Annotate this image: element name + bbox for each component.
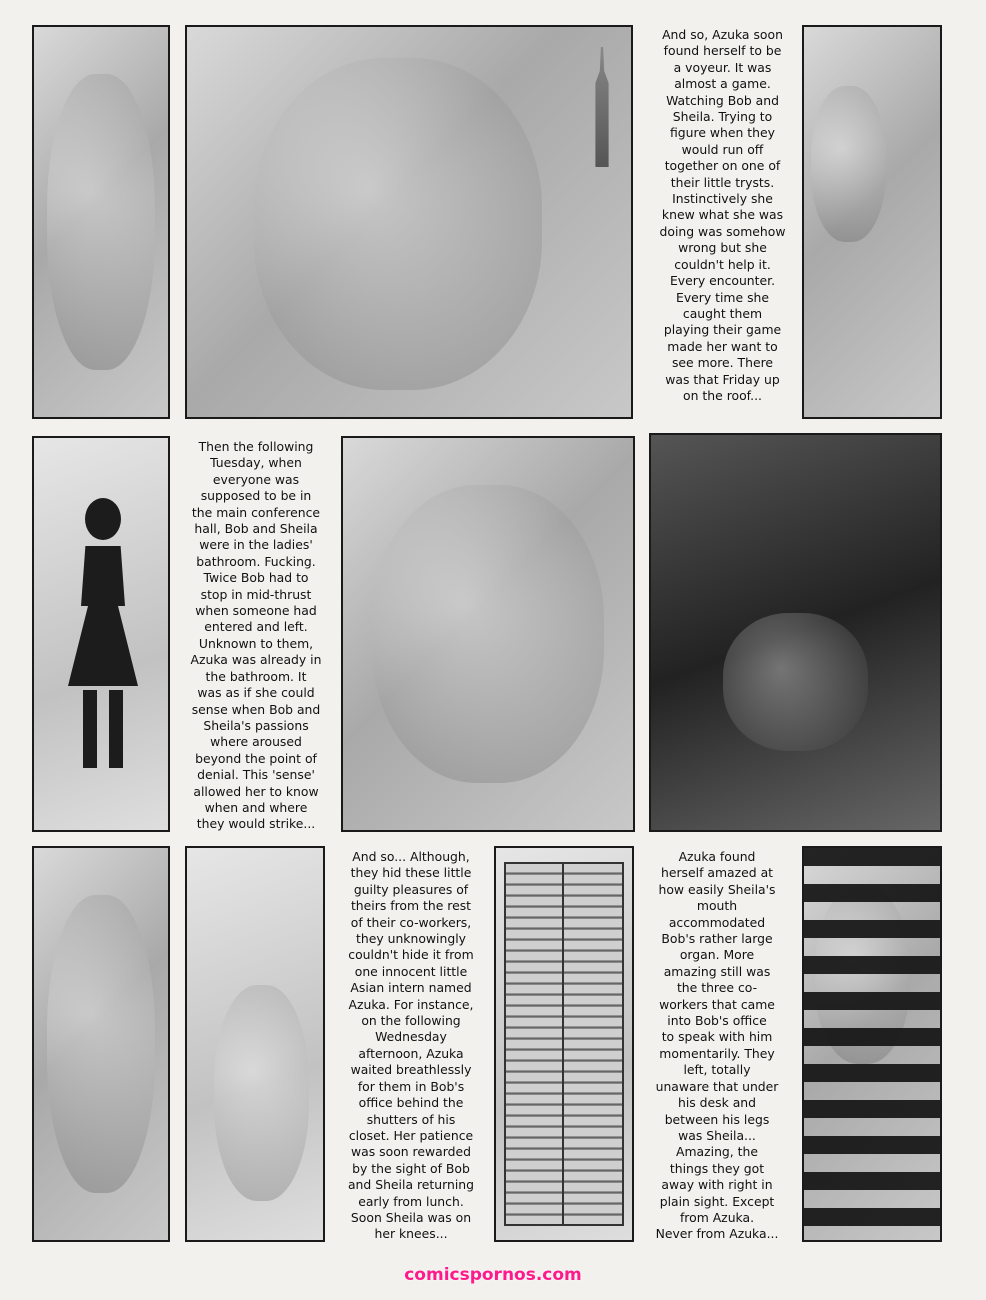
panel-azuka-under-stall (649, 433, 942, 832)
restroom-sign-dress-icon (68, 546, 138, 686)
panel-sheila-kneeling (185, 846, 325, 1242)
shutter-right (562, 862, 624, 1226)
lips-shading (47, 74, 154, 370)
restroom-sign-leg-left-icon (83, 690, 97, 768)
face-shading (811, 86, 886, 242)
restroom-sign-head-icon (85, 498, 121, 540)
caption-closet: And so... Although, they hid these little guilty pleasures of theirs from the rest of their co-workers, they unknowingly couldn't hide it from one innocent little Asian intern named Azuka. For instance, on the following Wednesday afternoon, Azuka waited breathlessly for them in Bob's office behind the shutters of his closet. Her patience was soon rewarded by the sight of Bob and Sheila returning early from lunch. Soon Sheila was on her knees... (347, 849, 475, 1242)
panel-restroom-sign (32, 436, 170, 832)
figures-shading (254, 58, 543, 390)
closeup-shading (47, 895, 154, 1193)
panel-azuka-behind-shutters (802, 846, 942, 1242)
caption-under-desk: Azuka found herself amazed at how easily Sheila's mouth accommodated Bob's rather large organ. More amazing still was the three co- workers that came into Bob's office to speak with him momentarily. They left, totally unaware that under his desk and between his legs was Sheila... Amazing, the things they got away with right in plain sight. Except from Azuka. Never from Azuka... (655, 849, 779, 1242)
panel-closet-shutters (494, 846, 634, 1242)
panel-azuka-peeking-door (802, 25, 942, 419)
skyscraper-silhouette (591, 47, 613, 167)
panel-office-couple-window (185, 25, 633, 419)
caption-bathroom: Then the following Tuesday, when everyone was supposed to be in the main conference hall, Bob and Sheila were in the ladies' bathroom. Fucking. Twice Bob had to stop in mid-thrust when someone had entered and left. Unknown to them, Azuka was already in the bathroom. It was as if she could sense when Bob and Sheila's passions where aroused beyond the point of denial. This 'sense' allowed her to know when and where they would strike... (190, 439, 322, 832)
caption-voyeur: And so, Azuka soon found herself to be a voyeur. It was almost a game. Watching Bob and Sheila. Trying to figure when they would run off together on one of their little trysts. Instinctively she knew what she was doing was somehow wrong but she couldn't help it. Every encounter. Every time she caught them playing their game made her want to see more. There was that Friday up on the roof... (659, 27, 786, 403)
face-shading (723, 613, 868, 751)
shutter-slat-overlay (804, 848, 940, 1240)
panel-glasses-closeup (32, 846, 170, 1242)
panel-bathroom-closeup (341, 436, 635, 832)
closeup-shading (372, 485, 604, 783)
panel-lips-closeup (32, 25, 170, 419)
restroom-sign-leg-right-icon (109, 690, 123, 768)
site-watermark-link[interactable]: comicspornos.com (404, 1265, 582, 1285)
shutter-left (504, 862, 566, 1226)
figure-shading (214, 985, 309, 1201)
